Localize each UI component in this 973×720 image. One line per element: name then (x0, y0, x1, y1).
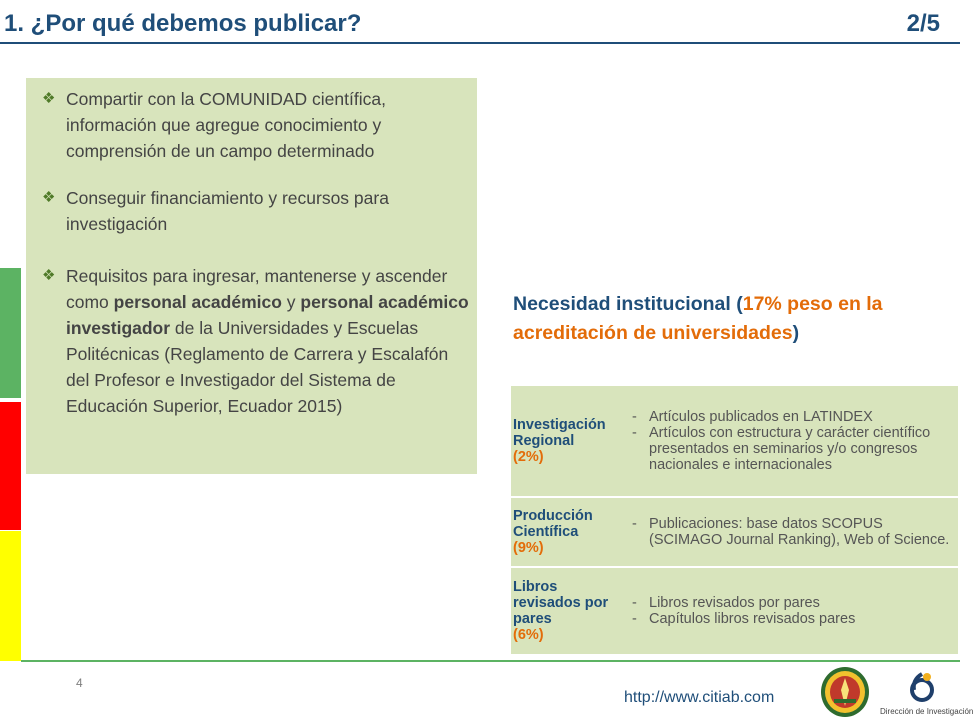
logo-caption: Dirección de Investigación (880, 707, 973, 716)
reason-text-requirements-3: de la Universidades y Escuelas Politécnicas (Reglamento de Carrera y Escalafón del Profesor e Investigador del Sistema de Educación Superior, Ecuador 2015) (66, 318, 449, 416)
table-row (511, 568, 958, 654)
list-item: - Artículos publicados en LATINDEX (629, 409, 956, 425)
footer-url-link[interactable]: http://www.citiab.com (624, 689, 775, 706)
list-item: - Artículos con estructura y carácter científico presentados en seminarios y/o congresos nacionales e internacionales (629, 425, 956, 473)
reason-item-funding (40, 185, 470, 237)
need-text-start: Necesidad institucional ( (513, 293, 743, 315)
page-number: 4 (76, 676, 83, 690)
side-bar-red (0, 402, 21, 530)
list-item: - Libros revisados por pares (629, 595, 956, 611)
category-label: Producción Científica (513, 508, 593, 540)
need-text-end: ) (792, 322, 800, 344)
reason-item-community (40, 86, 470, 164)
side-bar-green (0, 268, 21, 398)
category-percent: (9%) (513, 540, 544, 556)
need-highlight: 17% peso en la acreditación de universidades (513, 293, 883, 344)
list-item: - Capítulos libros revisados pares (629, 611, 956, 627)
reason-text-funding: Conseguir financiamiento y recursos para investigación (66, 188, 389, 234)
diamond-bullet-icon: ❖ (42, 90, 56, 107)
accreditation-table (511, 384, 958, 656)
reason-bold-academic-staff: personal académico (113, 292, 282, 312)
table-row (511, 498, 958, 566)
diamond-bullet-icon: ❖ (42, 189, 56, 206)
reason-text-requirements-1: Requisitos para ingresar, mantenerse y ascender como (66, 266, 448, 312)
table-row (511, 386, 958, 496)
category-label: Investigación Regional (513, 417, 606, 449)
table-items-cell (629, 568, 958, 654)
research-direction-logo-icon (905, 670, 939, 704)
side-bar-yellow (0, 531, 21, 661)
table-items-cell (629, 498, 958, 566)
institutional-need-heading (513, 290, 953, 348)
diamond-bullet-icon: ❖ (42, 267, 56, 284)
reason-item-requirements (40, 263, 470, 419)
table-items-cell (629, 386, 958, 496)
category-label: Libros revisados por pares (513, 579, 609, 627)
footer-line (21, 660, 960, 662)
table-category-cell (511, 568, 629, 654)
list-item: - Publicaciones: base datos SCOPUS (SCIMAGO Journal Ranking), Web of Science. (629, 516, 956, 548)
table-category-cell (511, 498, 629, 566)
university-seal-icon (820, 666, 870, 718)
title-underline (0, 42, 960, 44)
slide-counter: 2/5 (906, 10, 940, 37)
reason-bold-research-staff: personal académico investigador (66, 292, 469, 338)
category-percent: (2%) (513, 449, 544, 465)
reason-text-community: Compartir con la COMUNIDAD científica, información que agregue conocimiento y comprensión de un campo determinado (66, 89, 386, 161)
category-percent: (6%) (513, 627, 544, 643)
reason-text-requirements-2: y (281, 292, 301, 312)
reasons-box (26, 78, 477, 474)
slide-title: 1. ¿Por qué debemos publicar? (4, 10, 362, 37)
table-category-cell (511, 386, 629, 496)
